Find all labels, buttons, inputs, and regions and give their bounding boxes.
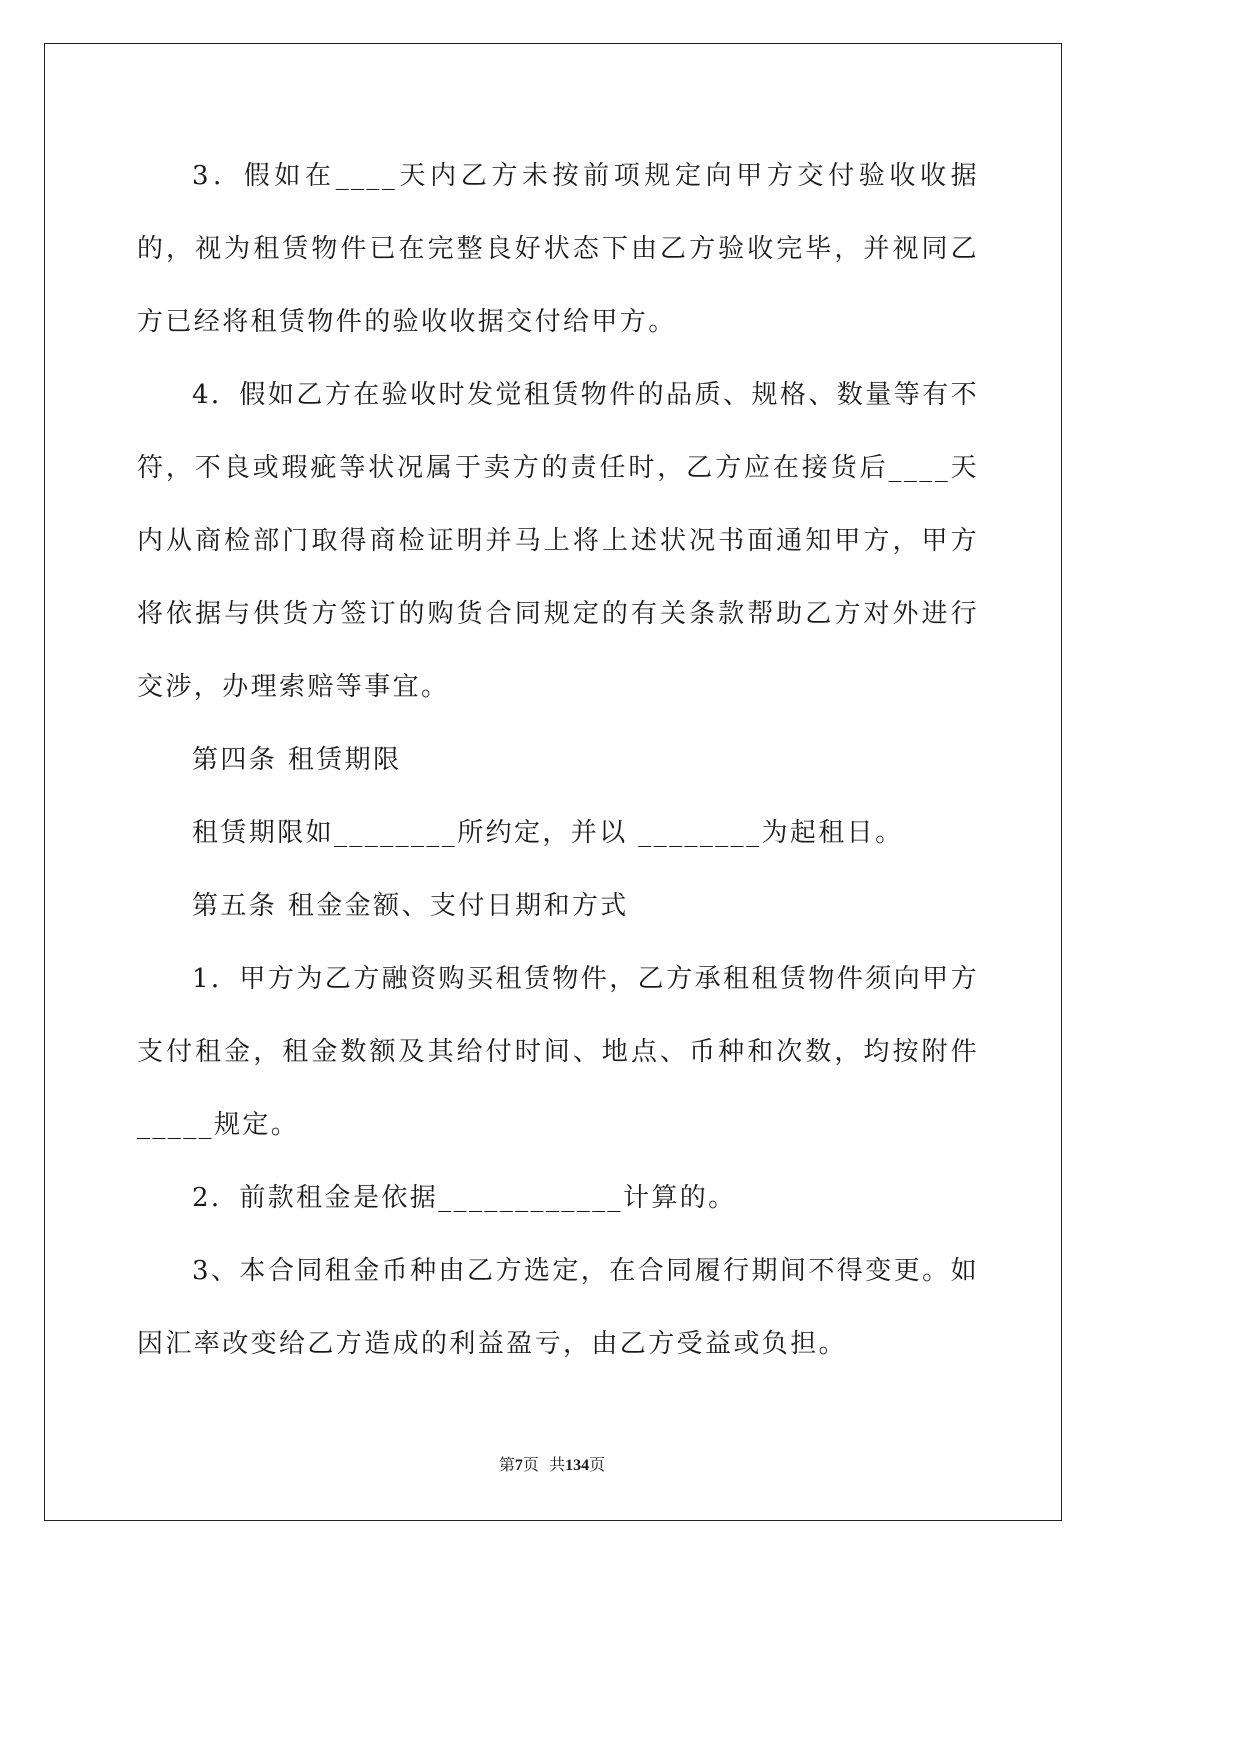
paragraph-lease-term: 租赁期限如________所约定，并以 ________为起租日。 [192, 818, 904, 848]
footer-total-pages: 134 [565, 1457, 590, 1474]
page-footer [0, 1452, 1104, 1475]
footer-page-number: 7 [514, 1457, 523, 1474]
article-4-heading: 第四条 租赁期限 [192, 745, 402, 775]
paragraph-rent-basis: 2．前款租金是依据____________计算的。 [192, 1183, 737, 1213]
paragraph-clause-3-acceptance: 3．假如在____天内乙方未按前项规定向甲方交付验收收据的，视为租赁物件已在完整良好状态下由乙方验收完毕，并视同乙方已经将租赁物件的验收收据交付给甲方。 [137, 161, 979, 337]
paragraph-rent-payment: 1．甲方为乙方融资购买租赁物件，乙方承租租赁物件须向甲方支付租金，租金数额及其给付时间、地点、币种和次数，均按附件_____规定。 [137, 964, 979, 1140]
paragraph-clause-4-quality: 4．假如乙方在验收时发觉租赁物件的品质、规格、数量等有不符，不良或瑕疵等状况属于卖方的责任时，乙方应在接货后____天内从商检部门取得商检证明并马上将上述状况书面通知甲方，甲方将依据与供货方签订的购货合同规定的有关条款帮助乙方对外进行交涉，办理索赔等事宜。 [137, 380, 979, 702]
article-5-heading: 第五条 租金金额、支付日期和方式 [192, 891, 629, 921]
footer-prefix: 第 [498, 1455, 515, 1474]
document-body [137, 140, 979, 1381]
footer-suffix: 页 [589, 1455, 606, 1474]
footer-mid: 页 共 [522, 1455, 566, 1474]
paragraph-currency: 3、本合同租金币种由乙方选定，在合同履行期间不得变更。如因汇率改变给乙方造成的利益盈亏，由乙方受益或负担。 [137, 1256, 979, 1359]
